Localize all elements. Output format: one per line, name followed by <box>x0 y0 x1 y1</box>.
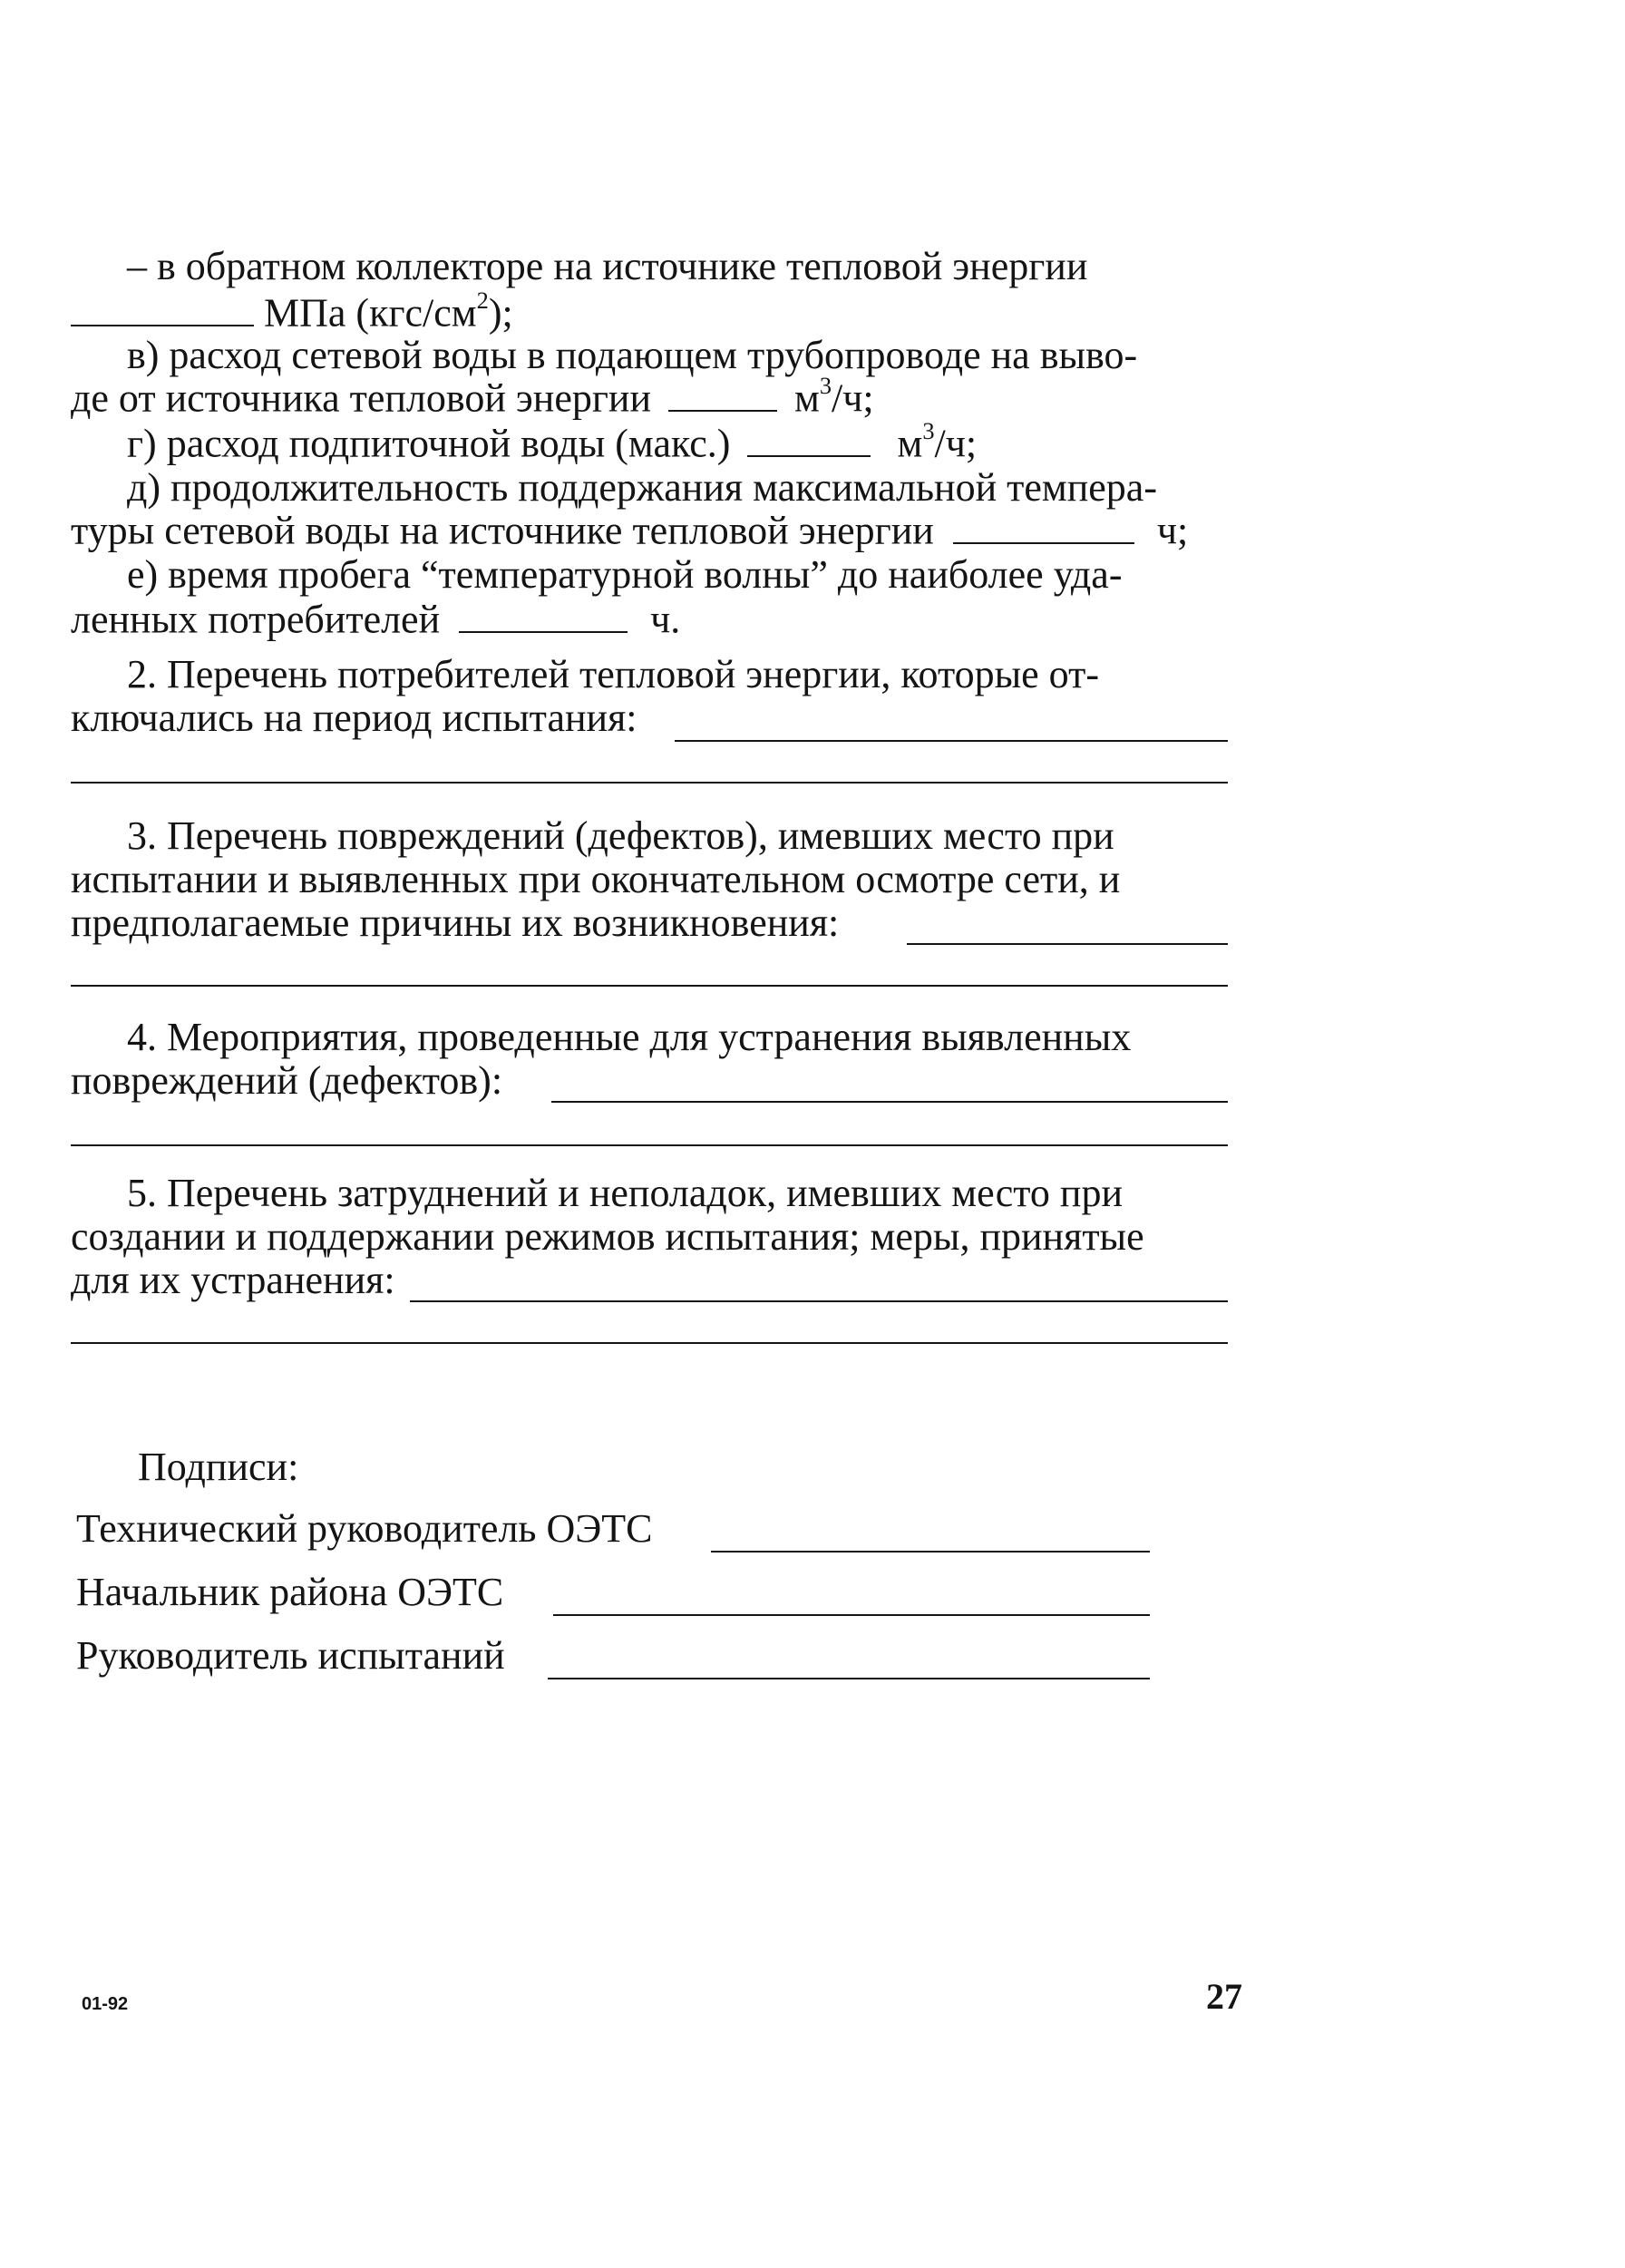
item-d-blank <box>953 506 1134 544</box>
section-2-text1: 2. Перечень потребителей тепловой энергии, которые от- <box>127 652 1099 696</box>
section-5-line3 <box>71 1257 395 1305</box>
section-4-blank-line <box>71 1144 1228 1146</box>
item-d-line2 <box>71 506 1188 555</box>
item-g-blank <box>747 419 871 457</box>
item-v-tail: /ч; <box>832 375 874 421</box>
return-collector-unit: МПа (кгс/см <box>264 290 477 336</box>
return-collector-text: – в обратном коллекторе на источнике тепловой энергии <box>127 244 1088 288</box>
item-e-line1 <box>127 551 1123 599</box>
section-2-line1 <box>127 651 1099 699</box>
section-5-line2 <box>71 1213 1144 1261</box>
signature-district-head <box>76 1569 503 1617</box>
section-3-text1: 3. Перечень повреждений (дефектов), имевших место при <box>127 813 1114 858</box>
item-d-unit: ч; <box>1156 508 1189 553</box>
section-5-text2: создании и поддержании режимов испытания; меры, принятые <box>71 1214 1144 1259</box>
signature-tech-director <box>76 1505 653 1553</box>
section-2-line2 <box>71 695 637 743</box>
item-d-text2: туры сетевой воды на источнике тепловой энергии <box>71 508 934 553</box>
item-g-tail: /ч; <box>934 421 978 466</box>
item-v-sup: 3 <box>819 371 832 399</box>
item-g-text: г) расход подпиточной воды (макс.) <box>127 421 731 466</box>
section-5-line1 <box>127 1170 1123 1218</box>
section-4-text2: повреждений (дефектов): <box>71 1058 503 1103</box>
item-v-text2: де от источника тепловой энергии <box>71 375 651 421</box>
item-v-line1 <box>127 332 1137 380</box>
item-v-unit: м <box>794 375 820 421</box>
section-3-text2: испытании и выявленных при окончательном осмотре сети, и <box>71 857 1121 901</box>
section-4-text1: 4. Мероприятия, проведенные для устранения выявленных <box>127 1015 1132 1059</box>
item-v-blank <box>668 374 777 412</box>
item-e-blank <box>459 595 628 633</box>
signature-tech-director-label: Технический руководитель ОЭТС <box>76 1506 653 1551</box>
page-number: 27 <box>1206 1976 1242 2017</box>
item-e-line2 <box>71 595 680 644</box>
section-3-line1 <box>127 813 1114 861</box>
item-e-unit: ч. <box>650 597 681 642</box>
signatures-heading <box>138 1444 298 1492</box>
signature-district-head-line <box>553 1614 1150 1616</box>
section-5-blank <box>410 1300 1228 1302</box>
return-collector-sup: 2 <box>476 286 489 314</box>
item-e-text1: е) время пробега “температурной волны” до наиболее уда- <box>127 552 1123 597</box>
section-4-line2 <box>71 1057 502 1105</box>
item-d-line1 <box>127 464 1157 512</box>
section-2-text2: ключались на период испытания: <box>71 696 637 740</box>
item-v-line2 <box>71 371 874 423</box>
return-collector-tail: ); <box>488 290 513 336</box>
section-2-blank-line <box>71 782 1228 784</box>
item-e-text2: ленных потребителей <box>71 597 441 642</box>
section-3-line2 <box>71 856 1120 904</box>
return-collector-value-line <box>71 288 513 337</box>
signatures-heading-text: Подписи: <box>138 1445 299 1489</box>
section-4-line1 <box>127 1014 1131 1062</box>
item-g-unit: м <box>897 421 923 466</box>
return-collector-line <box>127 243 1087 291</box>
footer-code: 01-92 <box>82 1994 129 2014</box>
section-3-blank-line <box>71 985 1228 987</box>
section-2-blank <box>675 740 1228 742</box>
item-v-text1: в) расход сетевой воды в подающем трубопроводе на выво- <box>127 333 1138 377</box>
section-3-blank <box>907 943 1228 945</box>
item-g-line <box>127 416 978 468</box>
return-collector-blank <box>71 288 254 326</box>
section-4-blank <box>551 1101 1228 1103</box>
section-5-text3: для их устранения: <box>71 1258 395 1302</box>
section-3-text3: предполагаемые причины их возникновения: <box>71 900 840 945</box>
signature-test-head <box>76 1632 505 1680</box>
signature-district-head-label: Начальник района ОЭТС <box>76 1570 504 1614</box>
signature-tech-director-line <box>711 1551 1150 1553</box>
section-5-blank-line <box>71 1342 1228 1344</box>
section-5-text1: 5. Перечень затруднений и неполадок, имевших место при <box>127 1171 1124 1215</box>
signature-test-head-label: Руководитель испытаний <box>76 1633 505 1678</box>
item-g-sup: 3 <box>922 416 935 444</box>
item-d-text1: д) продолжительность поддержания максимальной темпера- <box>127 465 1157 510</box>
section-3-line3 <box>71 900 839 948</box>
signature-test-head-line <box>548 1678 1150 1679</box>
